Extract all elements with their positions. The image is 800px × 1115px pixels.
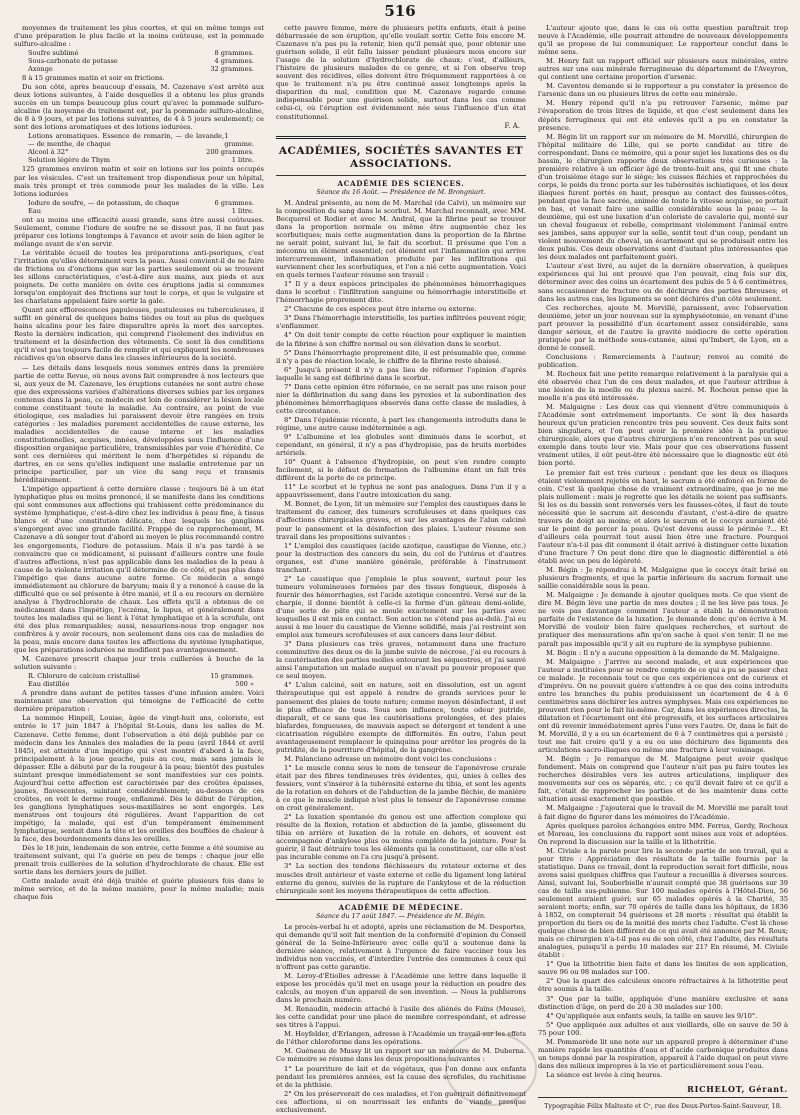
paragraph: M. Malgaigne : J'arrive au second malade, et aux expériences que l'auteur a instituées pour se rendre compte de ce qui a pu se passer chez ce malade. Je reconnais tout ce que ces expériences ont de curieux et d'imprévu. On ne pouvait guère s'attendre à ce que des coins introduits entre les branches du pubis produisissent un écartement de 4 à 6 centimètres sans déchirer les autres symphyses. Mais ces expériences ne prouvent rien pour le fait lui-même. Car, dans les expériences directes, la dilatation et l'écartement ont été progressifs, et les surfaces articulaires ont dû revenir immédiatement après l'une vers l'autre. Or, dans le fait de M. Morvillé, il y a eu un écartement de 6 à 7 centimètres qui a persisté ; tout me fait croire qu'il y a eu ou une déchirure des ligaments des articulations sacro-iliaques ou même une fracture à leur voisinage. bbox=[538, 657, 788, 755]
paragraph: 11° Le scorbut et le typhus ne sont pas analogues. Dans l'un il y a appauvrissement, dans l'autre intoxication du sang. bbox=[276, 483, 526, 500]
paragraph: 1° Il y a deux espèces principales de phénomènes hémorrhagiques dans le scorbut : l'infiltration sanguine ou hémorrhagie interstitielle et l'hémorrhagie proprement dite. bbox=[276, 280, 526, 305]
paragraph: 1° Le muscle connu sous le nom de tenseur de l'aponévrose crurale était par des fibres tendineuses très évidentes, qui, unies à celles des fessiers, vont s'insérer à la tubérosité externe du tibia, et sont les agents de la rotation en dehors et de l'abduction de la jambe fléchie, de manière à ce que le muscle indiqué n'est plus le tenseur de l'aponévrose comme on croit généralement. bbox=[276, 763, 526, 813]
paragraph: Du son côté, après beaucoup d'essais, M. Cazenave s'est arrêté aux deux lotions suivantes, à l'aide desquelles il a obtenu les plus grands succès en un temps beaucoup plus court qu'avec la pommade sulfuro-alcaline (la moyenne du traitement est, par la pommade sulfuro-alcaline, de 8 à 9 jours, et par les lotions suivantes, de 4 à 5 jours seulement); ce sont des lotions aromatiques et des lotions iodurées. bbox=[14, 83, 264, 132]
printer-imprint: Typographie Félix Malteste et Cᵉ, rue des Deux-Portes-Saint-Sauveur, 18. bbox=[544, 1102, 782, 1111]
society-heading: ACADÉMIE DES SCIENCES. bbox=[337, 178, 465, 188]
society-heading: ACADÉMIE DE MÉDECINE. bbox=[338, 902, 464, 912]
prescription-line: Sous-carbonate de potasse 4 grammes. bbox=[28, 57, 254, 66]
paragraph: M. Bégin : Il n'y a aucune opposition à la demande de M. Malgaigne. bbox=[546, 648, 780, 657]
paragraph: M. Henry répond qu'il n'a pu retrouver l'arsenic, même par l'évaporation de trois litres de liquide, et que c'est seulement dans les dépôts ferrugineux qui ont été enlevés qu'il a pu en constater la présence. bbox=[538, 99, 788, 132]
paragraph: M. Cazenave prescrit chaque jour trois cuillerées à bouche de la solution suivante : bbox=[14, 655, 264, 672]
paragraph: 4° On doit tenir compte de cette réaction pour expliquer le maintien de la fibrine à son chiffre normal ou son élévation dans le scorbut. bbox=[276, 331, 526, 348]
paragraph: La nommée Hinpell, Louise, âgée de vingt-huit ans, coloriste, est entrée le 17 juin 1847 à l'hôpital St-Louis, dans les salles de M. Cazenave. Cette femme, dont l'observation a été déjà publiée par ce médecin dans les Annales des maladies de la peau (avril 1844 et avril 1845), est atteinte d'un impétigo qui s'est montré d'abord à la face, principalement à la joue gauche, puis au cou, mais sans jamais le dépasser. Elle a débuté par de la rougeur à la peau; bientôt des pustules suintant presque immédiatement se sont manifestées sur ces points. Aujourd'hui cette affection est caractérisée par des croûtes épaisses, jaunes, flavescentes, suintant considérablement; au-dessous de ces croûtes, on voit le derme rouge, enflammé. Dès le début de l'éruption, les ganglions lymphatiques sous-maxillaires se sont engorgés. Les menstrues ont toujours été régulières. Avant l'apparition de cet impétigo, la malade, qui est d'un tempérament éminemment lymphatique, sentait dans la tête et les oreilles des bouffées de chaleur à la face, des bourdonnements dans les oreilles. bbox=[14, 714, 264, 844]
paragraph: M. Palanciano adresse un mémoire dont voici les conclusions : bbox=[284, 754, 497, 763]
section-divider bbox=[276, 136, 526, 139]
paragraph: Le premier fait est très curieux : pendant que les deux os iliaques étaient violemment rejetés en haut, le sacrum a été enfoncé en forme de coin. C'est là quelque chose de vraiment extraordinaire, que je ne me plais nullement : mais je regrette que les détails ne soient pas suffisants. Si les os du bassin sont renversés vers les fausses-côtes, il faut de toute nécessité que le sacrum ait descendu d'autant, c'est-à-dire de quatre travers de doigt au moins; et alors le sacrum et le coccyx auraient été sur le point de percer la peau. Qu'est devenu aussi le périnée ?... Et d'ailleurs cela pourrait tout aussi bien être une fracture. Pourquoi l'auteur n'a-t-il pas dit comment il était arrivé à distinguer cette luxation d'une fracture ? On peut donc dire que le diagnostic différentiel a été établi avec un peu de légèreté. bbox=[538, 468, 788, 566]
paragraph: 9° L'albumine et les globules sont diminués dans le scorbut, et cependant, en général, il n'y a pas d'hydropisie, pas de bruits morbides artériels. bbox=[276, 433, 526, 458]
paragraph: 2° Chacune de ces espèces peut être interne ou externe. bbox=[284, 305, 477, 314]
paragraph: Le véritable écueil de toutes les préparations anti-psoriques, c'est l'irritation qu'elles déterminent vers la peau. Aussi convient-il de ne faire de frictions ou d'onctions que sur les parties seulement où se trouvent les sillons caractéristiques, c'est-à-dire aux mains, aux pieds et aux poignets. De cette manière on évite ces éruptions jadis si communes lorsqu'on employait des frictions sur tout le corps, et que le vulgaire et les charlatans appelaient faire sortir la gale. bbox=[14, 248, 264, 306]
paragraph: 8 à 15 grammes matin et soir en frictions. bbox=[22, 74, 165, 83]
paragraph: M. Guéneau de Mussy lit un rapport sur un mémoire de M. Duberna. Ce mémoire se résume dans les deux propositions suivantes : bbox=[276, 1047, 526, 1064]
paragraph: 2° La luxation spontanée du genou est une affection complexe qui résulte de la flexion, rotation et abduction de la jambe, glissement du tibia en arrière et luxation de la rotule en dehors, et souvent est accompagnée d'ankylose plus ou moins complète de la jointure. Pour la guérir, il faut détruire tous les éléments qui la constituent, car elle n'est pas incurable comme on l'a cru jusqu'à présent. bbox=[276, 813, 526, 862]
prescription-line: R. Chlorure de calcium cristallisé 15 grammes. bbox=[28, 672, 254, 681]
paragraph: Ces recherches, ajoute M. Morvillé, paraissent, avec l'observation deuxième, jeter un jour nouveau sur la symphyséotomie, en venant d'une part prouver la possibilité d'un écartement assez considérable, sans danger sérieux, et de l'autre la gravité médiocre de cette opération pratiquée par la méthode sous-cutanée, ainsi qu'Imbert, de Lyon, en a donné le conseil. bbox=[538, 303, 788, 352]
prescription-line: Alcool à 32° 200 grammes. bbox=[28, 148, 254, 157]
paragraph: 2° Que la quart des calculeux encore réfractaires à la lithotritie peut être soumis à la taille. bbox=[538, 977, 788, 994]
prescription-1 bbox=[14, 49, 264, 73]
prescription-2 bbox=[14, 132, 264, 164]
paragraph: M. Malgaigne : J'ajouterai que le travail de M. Morvillé me paraît tout à fait digne de figurer dans les mémoires de l'Académie. bbox=[538, 804, 788, 821]
prescription-3 bbox=[14, 199, 264, 215]
paragraph: Conclusions : Remerciements à l'auteur; renvoi au comité de publication. bbox=[538, 352, 788, 369]
paragraph: L'auteur ajoute que, dans le cas où cette question paraîtrait trop neuve à l'Académie, elle pourrait attendre de nouveaux développements qu'il se propose de lui communiquer. Le rapporteur conclut dans le même sens. bbox=[538, 24, 788, 57]
prescription-line: Soufre sublimé 8 grammes. bbox=[28, 49, 254, 58]
paragraph: 4° Qu'appliquée aux enfants seuls, la taille en sauve les 9/10°. bbox=[546, 1011, 758, 1020]
paragraph: M. Caventou demande si le rapporteur a pu constater la présence de l'arsenic dans un ou plusieurs litres de cette eau minérale. bbox=[538, 82, 788, 99]
paragraph: 2° Le caustique que j'emploie le plus souvent, surtout pour les tumeurs volumineuses formées par des tissus fongueux, disposés à fournir des hémorrhagies, est l'acide azotique concentré. Versé sur de la charpie, il donne bientôt à celle-ci la forme d'un gâteau demi-solide, d'une sorte de pâte qui se moule exactement sur les parties avec lesquelles il est mis en contact. Son action ne s'étend pas au-delà. J'ai eu aussi à me louer du caustique de Vienne solidifié, mais j'ai restreint son emploi aux tumeurs scrofuleuses et aux cancers dans leur début. bbox=[276, 574, 526, 640]
paragraph: M. Rochoux fait une petite remarque relativement à la paralysie qui a été observée chez l'un de ces deux malades, et que l'auteur attribue à une lésion de la moelle ou du plexus sacré. M. Rochoux pense que la moelle n'a pas été intéressée. bbox=[538, 369, 788, 403]
paragraph: Après quelques paroles échangées entre MM. Ferrus, Gerdy, Rochoux et Moreau, les conclusions du rapport sont mises aux voix et adoptées. On reprend la discussion sur la taille et la lithotritie. bbox=[538, 821, 788, 846]
paragraph: L'auteur s'est livré, au sujet de la dernière observation, à quelques expériences qui lui ont prouvé que l'on pouvait, cinq fois sur dix, déterminer avec des coins un écartement des pubis de 5 à 6 centimètres, sans occasionner de fracture ou de déchirure des parties fibreuses; et dans les autres cas, les ligaments se sont déchirés d'un côté seulement. bbox=[538, 262, 788, 303]
divider bbox=[538, 1097, 788, 1098]
paragraph: 3° La section des tendons fléchisseurs du rotateur externe et des muscles droit antérieur et vaste externe et celle du ligament long latéral externe du genou, suivies de la rupture de l'ankylose et de la réduction chirurgicale sont les moyens thérapeutiques de cette affection. bbox=[276, 862, 526, 895]
paragraph: 1° Le pourriture de lait et de végétaux, que l'on donne aux enfants pendant les premières années, est la cause des scrofules, du rachitisme et de la phthisie. bbox=[276, 1064, 526, 1089]
paragraph: 4° L'alun calciné, soit en nature, soit en dissolution, est un agent thérapeutique qui est appelé à rendre de grands services pour le pansement des plaies de toute nature; comme moyen désinfectant, il est le plus efficace de tous. Sous son influence, toute odeur putride, disparaît, et ce sans que les cautérisations prolongées, et des plaies blafardes, fongueuses, de mauvais aspect se détergent et tendent à une cicatrisation régulière exempte de difformités. En outre, l'alun peut avantageusement remplacer le quinquina pour arrêter les progrès de la putridité, de la pourriture d'hôpital, de la gangrène. bbox=[276, 681, 526, 754]
column-3 bbox=[538, 24, 788, 1115]
article-signature: F. A. bbox=[504, 121, 520, 130]
prescription-line: Lotions aromatiques. Essence de romarin, — de lavande, — de menthe, de chaque 1 gramme. bbox=[28, 132, 254, 149]
paragraph: La séance est levée à cinq heures. bbox=[546, 1070, 663, 1079]
column-1 bbox=[14, 24, 264, 1115]
paragraph: M. Pommarède lit une note sur un appareil propre à déterminer d'une manière rapide les quantités d'eau et d'acide carbonique produites dans un temps donné par la respiration, appareil à l'aide duquel on peut vivre dans des milieux impropres à la vie et particulièrement sous l'eau. bbox=[538, 1037, 788, 1070]
paragraph: 125 grammes environ matin et soir en lotions sur les points occupés par les vésicules. C'est un traitement trop dispendieux pour un hôpital, mais très prompt et très commode pour les malades de la ville. Les lotions iodurées bbox=[14, 165, 264, 198]
paragraph: M. Henry fait un rapport officiel sur plusieurs eaux minérales, entre autres sur une eau minérale ferrugineuse du département de l'Aveyron, qui contient une certaine proportion d'arsenic. bbox=[538, 57, 788, 82]
prescription-line: Eau 1 litre. bbox=[28, 206, 254, 215]
library-stamp-icon bbox=[445, 1032, 537, 1106]
paragraph: ont au moins une efficacité aussi grande, sans être aussi coûteuses. Seulement, comme l'iodure de soufre ne se dissout pas, il ne faut pas préparer ces lotions longtemps à l'avance et avoir soin de bien agiter le mélange avant de s'en servir. bbox=[14, 215, 264, 248]
paragraph: M. Malgaigne : Je demande à ajouter quelques mots. Ce que vient de dire M. Bégin lève une partie de mes doutes ; il ne les lève pas tous. Je ne vois pas davantage comment l'auteur a établi la démonstration parfaite de l'existence de la luxation. Je demande donc qu'on écrive à M. Morvillé de vouloir bien faire quelques recherches, et surtout de pratiquer des mensurations afin qu'on sache à quoi s'en tenir. Il ne me paraît pas impossible qu'il y ait eu rupture de la symphyse pubienne. bbox=[538, 591, 788, 648]
paragraph: Quant aux efflorescences papuleuses, pustuleuses ou tuberculeuses, il suffit en général de quelques bains tièdes ou tout au plus de quelques bains alcalins pour les faire disparaître après la mort des sarcoptes. Reste la dernière indication, qui comprend l'isolement des individus en traitement et la désinfection des vêtements. Ce sont là des conditions qu'il n'est pas toujours facile de remplir et qui expliquent les nombreuses récidives qu'on observe dans les classes inférieures de la société. bbox=[14, 306, 264, 363]
paragraph: L'impétigo appartient à cette dernière classe : toujours lié à un état lymphatique plus ou moins prononcé, il se manifeste dans les conditions qui sont communes aux affections qui trahissent cette prédominance du système lymphatique, c'est-à-dire chez les individus à peau fine, à tissus blancs et d'une constitution délicate, chez lesquels les ganglions s'engorgent avec une grande facilité. Frappé de ce rapprochement, M. Cazenave a dû songer tout d'abord au moyen le plus recommandé contre les engorgements, l'iodure de potassium. Mais il n'a pas tardé à se convaincre que ce médicament, si puissant d'ailleurs contre une foule d'autres affections, n'est pas applicable dans les maladies de la peau à cause de la violente irritation qu'il détermine de ce côté, et pas plus dans l'impétigo que dans aucune autre forme. Ce médecin a songé immédiatement au chlorure de baryum; mais il y a renoncé à cause de la difficulté que ce sel présente à être manié, et il a eu recours en dernière analyse à l'hydrochlorate de chaux. Les effets qu'il a obtenus de ce médicament dans l'impétigo, l'eczéma, le lupus, et généralement dans toutes les maladies qui se lient à l'état lymphatique et à la scrofule, ont été des plus remarquables; aussi, nesaurions-nous trop engager nos confrères à y avoir recours, non seulement dans ces cas de maladies de la peau, mais encore dans toutes les affections du système lymphatique, que les préparations iodurées ne modifient pas avantageusement. bbox=[14, 485, 264, 655]
paragraph: M. Bégin : Je répondrai à M. Malgaigne que le coccyx était brisé en plusieurs fragments, et que la partie inférieure du sacrum formait une saillie considérable sous la peau. bbox=[538, 566, 788, 591]
paragraph: 3° Que par la taille, appliquée d'une manière exclusive et sans distinction d'âge, on perd de 20 à 30 malades sur 100. bbox=[538, 994, 788, 1011]
prescription-line: Axonge 32 grammes. bbox=[28, 65, 254, 74]
paragraph: 5° Que appliquée aux adultes et aux vieillards, elle en sauve de 50 à 75 pour 100. bbox=[538, 1020, 788, 1037]
prescription-4 bbox=[14, 672, 264, 688]
prescription-line: Iodure de soufre, — de potassium, de chaque 6 grammes. bbox=[28, 198, 254, 207]
paragraph: 10° Quant à l'absence d'hydropisie, on peut s'en rendre compte facilement, si le défaut de formation de l'albumine étant un fait très différent de la perte de ce principe. bbox=[276, 458, 526, 483]
paragraph: M. Malgaigne : Les deux cas qui viennent d'être communiqués à l'Académie sont extrêmement importants. Ce sont là des hasards heureux qu'un praticien rencontre très peu souvent. Ces deux faits sont bien singuliers, et l'on peut avoir la première idée à la pratique chirurgicale, alors que d'autres chirurgiens n'en rencontrent pas un seul exemple dans toute leur vie. Mais pour que ces observations fussent vraiment utiles, il eût peut-être été nécessaire que le diagnostic eût été bien porté. bbox=[538, 403, 788, 468]
paragraph: Cette malade avait été déjà traitée et guérie plusieurs fois dans le même service, et de la même manière, pour la même maladie; mais chaque fois bbox=[14, 877, 264, 902]
paragraph: cette pauvre femme, mère de plusieurs petits enfants, était à peine débarrassée de son éruption, qu'elle voulait sortir. Cette fois encore M. Cazenave n'a pas pu la retenir, bien qu'il pensât que, pour obtenir une guérison solide, il eût fallu laisser pendant plusieurs mois encore sur l'usage de la solution d'hydrochlorate de chaux; c'est, d'ailleurs, l'histoire de plusieurs malades de ce genre, et si l'on observe trop souvent des récidives, elles doivent être fréquemment rapportées à ce que le traitement n'a pu être continué assez longtemps après la disparition du mal, condition que M. Cazenave regarde comme indispensable pour une guérison solide, surtout dans les cas comme celui-ci, où l'éruption est évidemment née sous l'influence d'un état constitutionnel. bbox=[276, 24, 526, 121]
prescription-line: Eau distillée 500 » bbox=[28, 680, 254, 689]
paragraph: M. Leroy-d'Étiolles adresse à l'Académie une lettre dans laquelle il expose les procédés qu'il met en usage pour la réduction en poudre des calculs, au moyen d'un appareil de son invention. — Nous la publierons dans le prochain numéro. bbox=[276, 972, 526, 1005]
divider bbox=[276, 899, 526, 900]
session-line: Séance du 17 août 1847. — Présidence de M. Bégin. bbox=[315, 911, 487, 920]
paragraph: 7° Dans cette opinion être réformée, ce ne serait pas une raison pour nier la défibrination du sang dans les pyrexies et la subordination des phénomènes hémorrhagiques observés dans cette classe de maladies, à cette circonstance. bbox=[276, 382, 526, 415]
paragraph: 6° Jusqu'à présent il n'y a pas lieu de réformer l'opinion d'après laquelle le sang est défibriné dans le scorbut. bbox=[276, 365, 526, 382]
paragraph: 5° Dans l'hémorrhagie proprement dite, il est présumable que, comme il n'y a pas de réaction locale, le chiffre de la fibrine reste abaissé. bbox=[276, 348, 526, 365]
paragraph: M. Bégin : Je remarque de M. Malgaigne peut avoir quelque fondement. Mais on comprend que l'auteur n'ait pas pu faire toutes les recherches désirables vers les autres articulations, impliquer des mouvements sur ces os séparés, etc. ; ce qu'il devait faire et ce qu'il a fait, c'était de rapprocher les parties et de les maintenir dans cette situation aussi exactement que possible. bbox=[538, 755, 788, 804]
divider bbox=[276, 175, 526, 176]
page-number: 516 bbox=[384, 2, 416, 20]
paragraph: 2° On les préserverait de ces maladies, et l'on guérirait définitivement ces affections, si on nourrissait les enfants de viande presque exclusivement. bbox=[276, 1089, 526, 1114]
gerant-signature: RICHELOT, Gérant. bbox=[687, 1084, 788, 1094]
paragraph: Le procès-verbal lu et adopté, après une réclamation de M. Desportes, qui demande qu'il soit fait mention de la conformité d'opinion du Conseil général de la Seine-Inférieure avec celle qu'il a soutenue dans la dernière séance, relativement à l'urgence de faire vacciner tous les individus non vaccinés, et d'interdire l'entrée des communes à ceux qui n'offrent pas cette garantie. bbox=[276, 922, 526, 971]
prescription-line: Solution légère de Thym 1 litre. bbox=[28, 156, 254, 165]
paragraph: M. Civiale a la parole pour lire la seconde partie de son travail, qui a pour titre : Appréciation des résultats de la taille fournis par la statistique. Dans ce travail, dont la reproduction serait fort difficile, nous avons saisi quelques chiffres que l'auteur a recueillis à diverses sources. Ainsi, suivant lui, Souberbielle n'aurait compté que 38 guérisons sur 39 cas de taille sus-pubienne. Sur 100 malades opérés à l'Hôtel-Dieu, 56 seulement auraient guéri; sur 65 malades opérés à la Charité, 35 seraient morts; enfin, sur 70 opérés de taille dans les hôpitaux, de 1836 à 1852, on compterait 54 guérisons et 28 morts : résultat qui établit la proportion du tiers ou de la moitié des morts chez l'adulte. C'est là chose quelque chose de bien différent de ce qui avait été annoncé par M. Roux; mais ce chirurgien n'a-t-il pas eu de son côté, chez l'adulte, des résultats analogues, puisqu'il a perdu 10 malades sur 21? En résumé, M. Civiale établit : bbox=[538, 846, 788, 960]
session-line: Séance du 16 Août. — Présidence de M. Brongniart. bbox=[316, 187, 486, 196]
paragraph: 1° Que la lithotritie bien faite et dans les limites de son application, sauve 96 ou 98 malades sur 100. bbox=[538, 960, 788, 977]
paragraph: A prendre dans autant de petites tasses d'une infusion amère. Voici maintenant une observation qui témoigne de l'efficacité de cette dernière préparation : bbox=[14, 689, 264, 714]
paragraph: Dès le 18 juin, lendemain de son entrée, cette femme a été soumise au traitement suivant, qui l'a guérie en peu de temps : chaque jour elle prenait trois cuillerées de la solution d'hydrochlorate de chaux. Elle est sortie dans les derniers jours de juillet. bbox=[14, 844, 264, 877]
paragraph: moyennes de traitement les plus courtes, et qui en même temps est d'une préparation le plus facile et la moins coûteuse, est la pommade sulfuro-alcaline : bbox=[14, 24, 264, 49]
paragraph: M. Bonnet, de Lyon, lit un mémoire sur l'emploi des caustiques dans le traitement du cancer, des tumeurs scrofuleuses et dans quelques cas d'affections chirurgicales graves, et sur les avantages de l'alun calciné pour le pansement et la désinfection des plaies. L'auteur résume son travail dans les propositions suivantes : bbox=[276, 500, 526, 541]
text-columns bbox=[14, 24, 788, 1114]
paragraph: 8° Dans l'épidémie récente, à part les changements introduits dans le régime, une autre cause indéterminée a agi. bbox=[276, 415, 526, 432]
section-title: ACADÉMIES, SOCIÉTÉS SAVANTES ET ASSOCIATIONS. bbox=[278, 144, 524, 170]
paragraph: M. Bégin lit un rapport sur un mémoire de M. Morvillé, chirurgien de l'hôpital militaire de Lille, qui se porte candidat au titre de correspondant. Dans ce mémoire, qui a pour sujet les luxations des os du bassin, le chirurgien rapporte deux observations très curieuses : la première relative à un officier âgé de trente-huit ans, qui fit une chute d'un troisième étage sur le siège; les cuisses fléchies et rapprochées du corps, le poids du tronc porta sur les tubérosités ischiatiques, et les deux iliaques furent portés en haut, presque au contact des fausses-côtes, pendant que la face sacrée, animée de toute la vitesse acquise, se portait en bas, et venait faire une saillie considérable sous la peau; — la deuxième, qui est une luxation d'un coloriste de cavalerie qui, monté sur un cheval fougueux et rebelle, comprimant violemment l'animal entre ses jambes, sans appuyer sur la selle, sentit tout d'un coup, pendant un violent mouvement du cheval, un écartement qui se produisait entre les deux pubis. Ces deux observations sont d'autant plus intéressantes que les deux malades ont parfaitement guéri. bbox=[538, 132, 788, 262]
paragraph: M. Heyfelder, d'Erlangen, adresse à l'Académie un travail sur les effets de l'éther chloroforme dans les opérations. bbox=[276, 1030, 526, 1047]
paragraph: M. Renaudin, médecin attaché à l'asile des aliénés de Faïns (Meuse), les cette candidat pour une place de membre correspondant, et adresse ses titres à l'appui. bbox=[276, 1005, 526, 1030]
paragraph: 3° Dans l'hémorrhagie interstitielle, les parties infiltrées peuvent régir, s'enflammer. bbox=[276, 314, 526, 331]
paragraph: M. Andral présente, au nom de M. Marchal (de Calvi), un mémoire sur la composition du sang dans le scorbut. M. Marchal reconnaît, avec MM. Becquerel et Rodier et avec M. Andral, que la fibrine peut se trouver dans la proportion normale ou même être augmentée chez les scorbutiques; mais cette augmentation dans la proportion de la fibrine ne serait point, suivant lui, le fait du scorbut. Il présume que l'on a méconnu un élément essentiel; cet élément est l'inflammation qui arrive intercurremment, inflammation produite par les infiltrations qui surviennent chez les scorbutiques, et l'on a nié cette augmentation. Voici en quels termes l'auteur résume son travail : bbox=[276, 198, 526, 280]
paragraph: 3° Dans plusieurs cas très graves, notamment dans une fracture comminutive des deux os de la jambe suivie de nécrose, j'ai eu recours à la cautérisation des parties molles entourant les séquestres, et j'ai sauvé ainsi l'amputation un malade auquel on n'avait pu pouvoir proposer que ce seul moyen. bbox=[276, 640, 526, 681]
column-2 bbox=[276, 24, 526, 1115]
paragraph: — Les détails dans lesquels nous sommes entrés dans la première partie de cette Revue, où nous avons fait comprendre à nos lecteurs que si, aux yeux de M. Cazenave, les éruptions cutanées ne sont autre chose que des expressions variées d'altérations diverses subies par les organes contenus dans la peau, ce médecin est loin de considérer la lésion locale comme constituant toute la maladie. Au contraire, au point de vue étiologique, ces maladies lui paraissent devoir être rangées en trois catégories : les maladies purement accidentelles de cause externe, les maladies accidentelles de cause interne et les maladies constitutionnelles, acquises, innées, développées sous l'influence d'une disposition organique particulière, transmissibles par voie d'hérédité. Ce sont ces dernières qui méritent le nom d'herpétides si répandu de dartres, en ce sens qu'elles indiquent une maladie entretenue par un principe particulier, par un vice du sang reçu et transmis héréditairement. bbox=[14, 363, 264, 485]
paragraph: 1° L'emploi des caustiques (acide azotique, caustique de Vienne, etc.) pour la destruction des cancers du sein, du col de l'utérus et d'autres organes, est d'une manière générale, préférable à l'instrument tranchant. bbox=[276, 541, 526, 574]
